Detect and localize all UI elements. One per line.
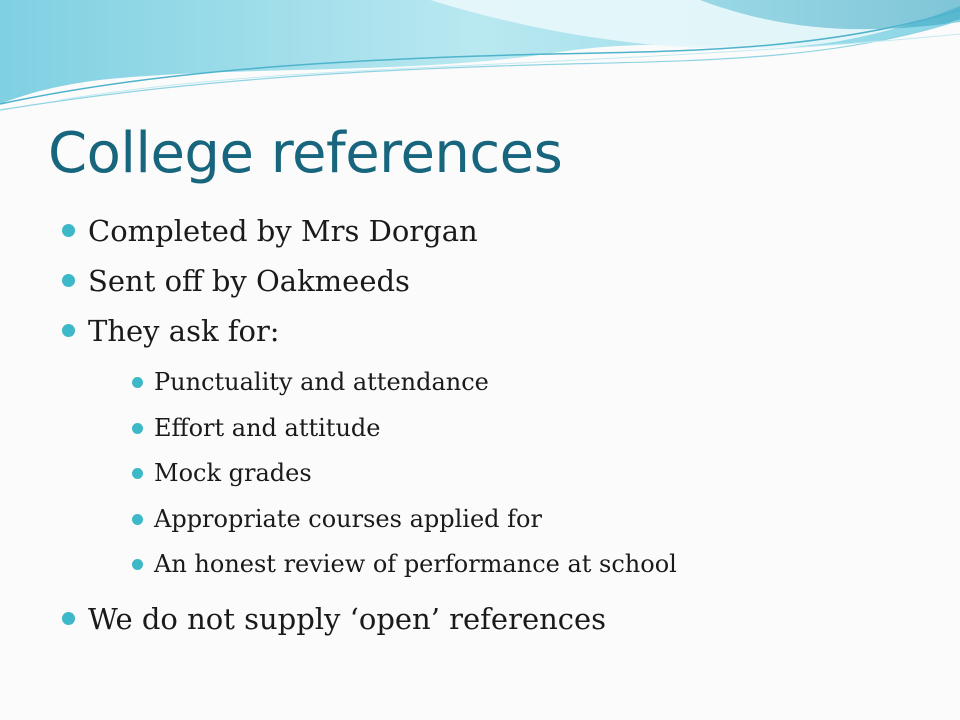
bullet-open-references: We do not supply ‘open’ references	[60, 594, 940, 644]
bullet-they-ask-for	[60, 306, 940, 588]
sub-bullet-list	[88, 360, 940, 588]
sub-bullet-courses: Appropriate courses applied for	[88, 497, 940, 543]
sub-bullet-effort: Effort and attitude	[88, 406, 940, 452]
header-wave-decoration	[0, 0, 960, 120]
bullet-sent-off-by: Sent off by Oakmeeds	[60, 256, 940, 306]
sub-bullet-review: An honest review of performance at school	[88, 542, 940, 588]
bullet-completed-by: Completed by Mrs Dorgan	[60, 206, 940, 256]
sub-bullet-mock-grades: Mock grades	[88, 451, 940, 497]
bullet-they-ask-for-label: They ask for:	[88, 314, 280, 348]
sub-bullet-punctuality: Punctuality and attendance	[88, 360, 940, 406]
bullet-list	[60, 206, 940, 644]
slide-title: College references	[48, 121, 563, 186]
